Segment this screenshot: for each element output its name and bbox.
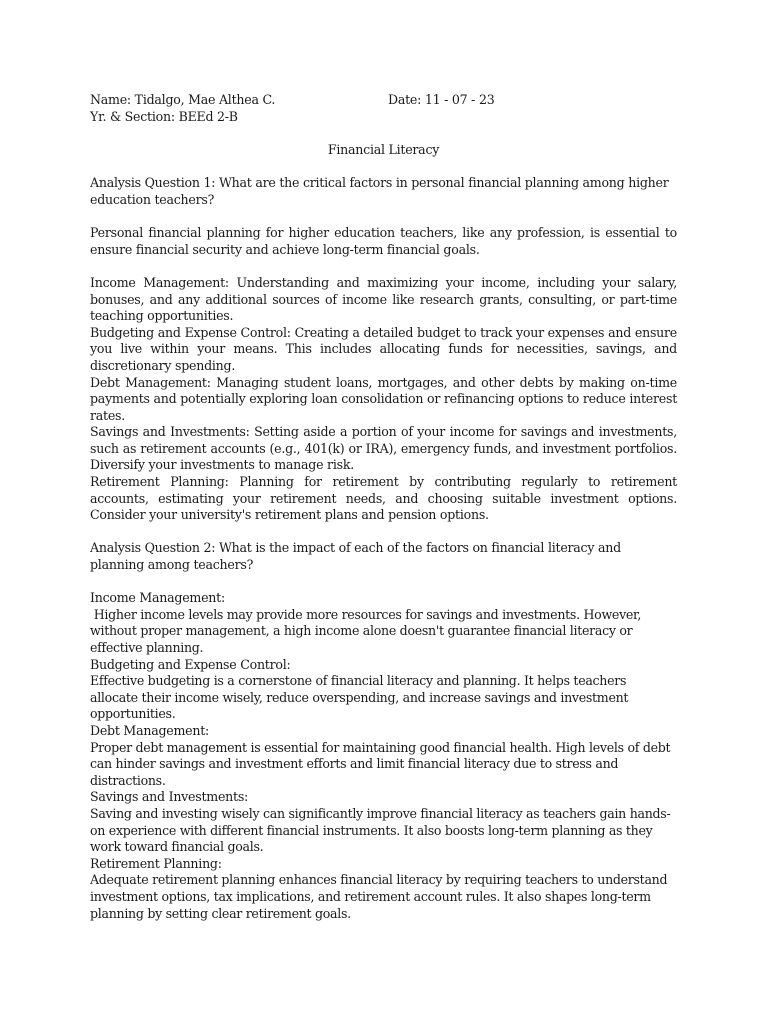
document-page <box>90 92 677 922</box>
spacer <box>90 524 677 541</box>
impact-text-budgeting: Effective budgeting is a cornerstone of financial literacy and planning. It helps teachers allocate their income wisely, reduce overspending, and increase savings and investment opportunities. <box>90 673 629 722</box>
impact-heading-income: Income Management: <box>90 590 225 606</box>
factor-retirement-planning: Retirement Planning: Planning for retirement by contributing regularly to retirement accounts, estimating your retirement needs, and choosing suitable investment options. Consider your university's retirement plans and pension options. <box>90 474 677 523</box>
impact-heading-budgeting: Budgeting and Expense Control: <box>90 656 291 672</box>
spacer <box>90 258 677 275</box>
document-title: Financial Literacy <box>327 142 440 158</box>
impact-text-retirement: Adequate retirement planning enhances financial literacy by requiring teachers to understand investment options, tax implications, and retirement account rules. It also shapes long-term planning by setting clear retirement goals. <box>90 872 668 921</box>
spacer <box>90 209 677 226</box>
year-section: Yr. & Section: BEEd 2-B <box>90 108 238 124</box>
spacer <box>90 574 677 591</box>
impact-heading-retirement: Retirement Planning: <box>90 855 222 871</box>
spacer <box>90 159 677 176</box>
impact-text-debt: Proper debt management is essential for maintaining good financial health. High levels of debt can hinder savings and investment efforts and limit financial literacy due to stress and distractions. <box>90 739 671 788</box>
student-name: Name: Tidalgo, Mae Althea C. <box>90 92 276 107</box>
header-row <box>90 92 677 109</box>
impact-heading-savings: Savings and Investments: <box>90 789 249 805</box>
q1-intro-paragraph: Personal financial planning for higher education teachers, like any profession, is essential to ensure financial security and achieve long-term financial goals. <box>90 225 677 257</box>
impact-text-income: Higher income levels may provide more resources for savings and investments. However, without proper management, a high income alone doesn't guarantee financial literacy or effective planning. <box>90 606 645 655</box>
analysis-question-1: Analysis Question 1: What are the critical factors in personal financial planning among higher education teachers? <box>90 175 669 207</box>
submission-date: Date: 11 - 07 - 23 <box>388 92 495 107</box>
analysis-question-2: Analysis Question 2: What is the impact of each of the factors on financial literacy and planning among teachers? <box>90 540 621 573</box>
impact-text-savings: Saving and investing wisely can significantly improve financial literacy as teachers gain hands-on experience with different financial instruments. It also boosts long-term planning as they work toward financial goals. <box>90 805 671 855</box>
impact-heading-debt: Debt Management: <box>90 722 210 738</box>
factor-budgeting: Budgeting and Expense Control: Creating a detailed budget to track your expenses and ensure you live within your means. This includes allocating funds for necessities, savings, and discretionary spending. <box>90 324 677 373</box>
factor-income-management: Income Management: Understanding and maximizing your income, including your salary, bonuses, and any additional sources of income like research grants, consulting, or part-time teaching opportunities. <box>90 274 677 324</box>
factor-debt-management: Debt Management: Managing student loans, mortgages, and other debts by making on-time payments and potentially exploring loan consolidation or refinancing options to reduce interest rates. <box>90 374 677 423</box>
factor-savings-investments: Savings and Investments: Setting aside a portion of your income for savings and investments, such as retirement accounts (e.g., 401(k) or IRA), emergency funds, and investment portfolios. Diversify your investments to manage risk. <box>90 424 677 473</box>
